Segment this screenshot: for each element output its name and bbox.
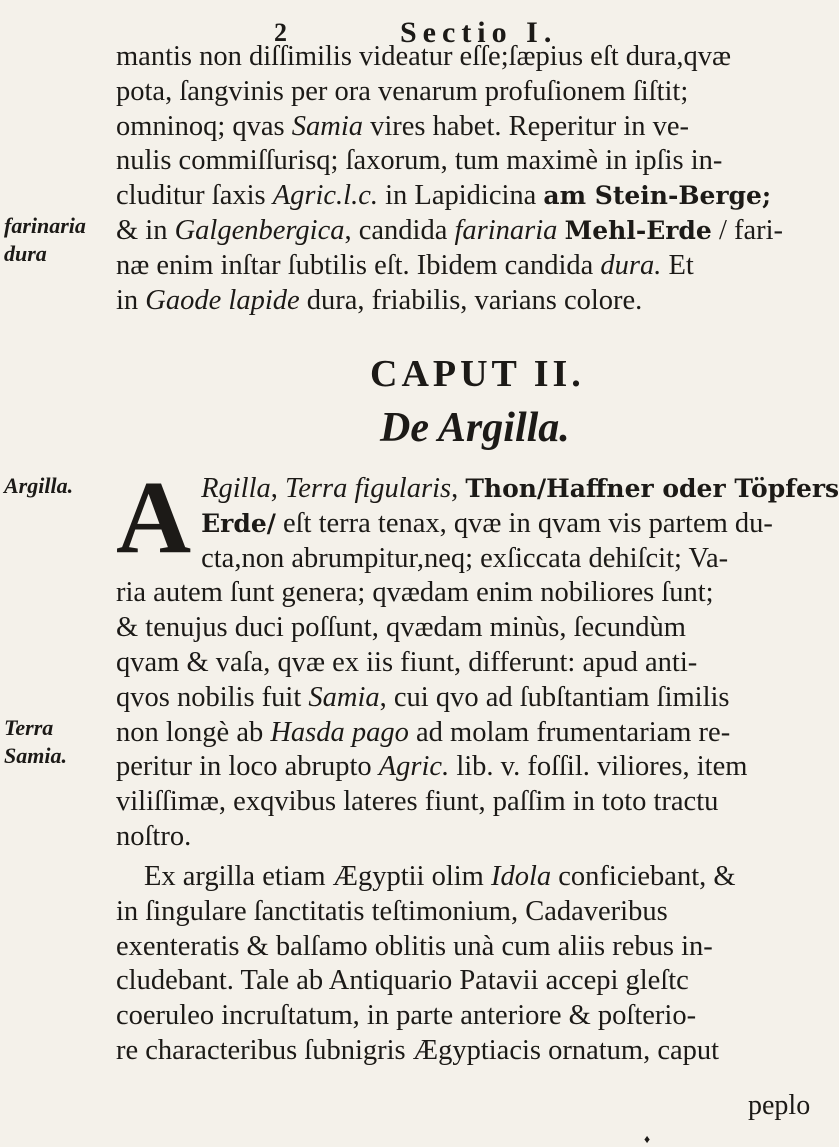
text-line: pota, ſangvinis per ora venarum profuſionem ſiſtit;	[116, 75, 689, 107]
text-line: næ enim inſtar ſubtilis eſt. Ibidem candida dura. Et	[116, 249, 694, 281]
text-line: qvos nobilis fuit Samia, cui qvo ad ſubſtantiam ſimilis	[116, 681, 730, 713]
text-line: Erde/ eſt terra tenax, qvæ in qvam vis partem du-	[201, 507, 773, 539]
text-line: exenteratis & balſamo oblitis unà cum aliis rebus in-	[116, 930, 713, 962]
vernacular-term: am Stein-Berge;	[543, 181, 772, 211]
vernacular-term: Thon/Haffner oder Töpfers	[465, 474, 839, 503]
text-line: coeruleo incruſtatum, in parte anteriore & poſterio-	[116, 1000, 697, 1032]
catchword: peplo	[748, 1090, 811, 1121]
text-line: cludebant. Tale ab Antiquario Patavii accepi gleſtc	[116, 965, 689, 997]
vernacular-term: Erde/	[201, 508, 276, 538]
italic-term: Samia	[291, 110, 363, 142]
vernacular-term: Mehl-Erde	[564, 215, 712, 245]
italic-term: Idola	[490, 861, 552, 892]
text-line: omninoq; qvas Samia vires habet. Reperitur in ve-	[116, 110, 690, 142]
text-line: non longè ab Hasda pago ad molam frumentariam re-	[116, 716, 731, 748]
italic-term: farinaria	[454, 214, 558, 246]
text-line: & in Galgenbergica, candida farinaria Mehl-Erde / fari-	[116, 214, 784, 246]
text-line: in Gaode lapide dura, friabilis, varians colore.	[116, 284, 643, 316]
footer-mark: ♦	[644, 1132, 651, 1146]
margin-note-argilla: Argilla.	[4, 473, 74, 498]
text-line: Ex argilla etiam Ægyptii olim Idola conficiebant, &	[144, 861, 736, 892]
italic-term: Terra figularis	[285, 473, 452, 504]
text-line: Rgilla, Terra figularis, Thon/Haffner oder Töpfers	[201, 473, 839, 504]
italic-term: Galgenbergica	[174, 214, 345, 246]
text-line: qvam & vaſa, qvæ ex iis fiunt, differunt: apud anti-	[116, 646, 698, 678]
chapter-subtitle: De Argilla.	[380, 405, 570, 451]
paragraph-aegyptii	[116, 860, 792, 1069]
text-line: viliſſimæ, exqvibus lateres fiunt, paſſim in toto tractu	[116, 786, 719, 818]
italic-term: Rgilla	[201, 473, 271, 504]
italic-term: Agric.	[378, 751, 450, 783]
drop-cap: A	[116, 460, 192, 575]
italic-term: Gaode lapide	[145, 284, 300, 316]
margin-note-terra-samia: Terra Samia.	[4, 715, 67, 768]
text-line: nulis commiſſurisq; ſaxorum, tum maximè in ipſis in-	[116, 145, 723, 177]
section-heading: Sectio I.	[400, 16, 558, 49]
text-line: re characteribus ſubnigris Ægyptiacis ornatum, caput	[116, 1034, 720, 1066]
text-line: mantis non diſſimilis videatur eſſe;ſæpius eſt dura,qvæ	[116, 41, 732, 72]
paragraph-argilla	[116, 460, 839, 855]
chapter-title: CAPUT II.	[370, 353, 585, 395]
italic-term: Hasda pago	[270, 716, 409, 748]
text-line: & tenujus duci poſſunt, qvædam minùs, ſecundùm	[116, 612, 686, 644]
top-paragraph	[116, 40, 792, 318]
text-line: peritur in loco abrupto Agric. lib. v. foſſil. viliores, item	[116, 751, 748, 783]
italic-term: dura.	[600, 249, 662, 281]
text-line: ria autem ſunt genera; qvædam enim nobiliores ſunt;	[116, 577, 714, 609]
text-line: noſtro.	[116, 820, 192, 852]
margin-note-farinaria: farinaria dura	[4, 213, 86, 266]
text-line: in ſingulare ſanctitatis teſtimonium, Cadaveribus	[116, 895, 668, 927]
text-line: cluditur ſaxis Agric.l.c. in Lapidicina am Stein-Berge;	[116, 180, 772, 212]
italic-term: Agric.l.c.	[272, 180, 378, 212]
text-line: cta,non abrumpitur,neq; exſiccata dehiſcit; Va-	[201, 542, 729, 574]
page-number: 2	[274, 18, 287, 47]
italic-term: Samia	[308, 681, 380, 713]
